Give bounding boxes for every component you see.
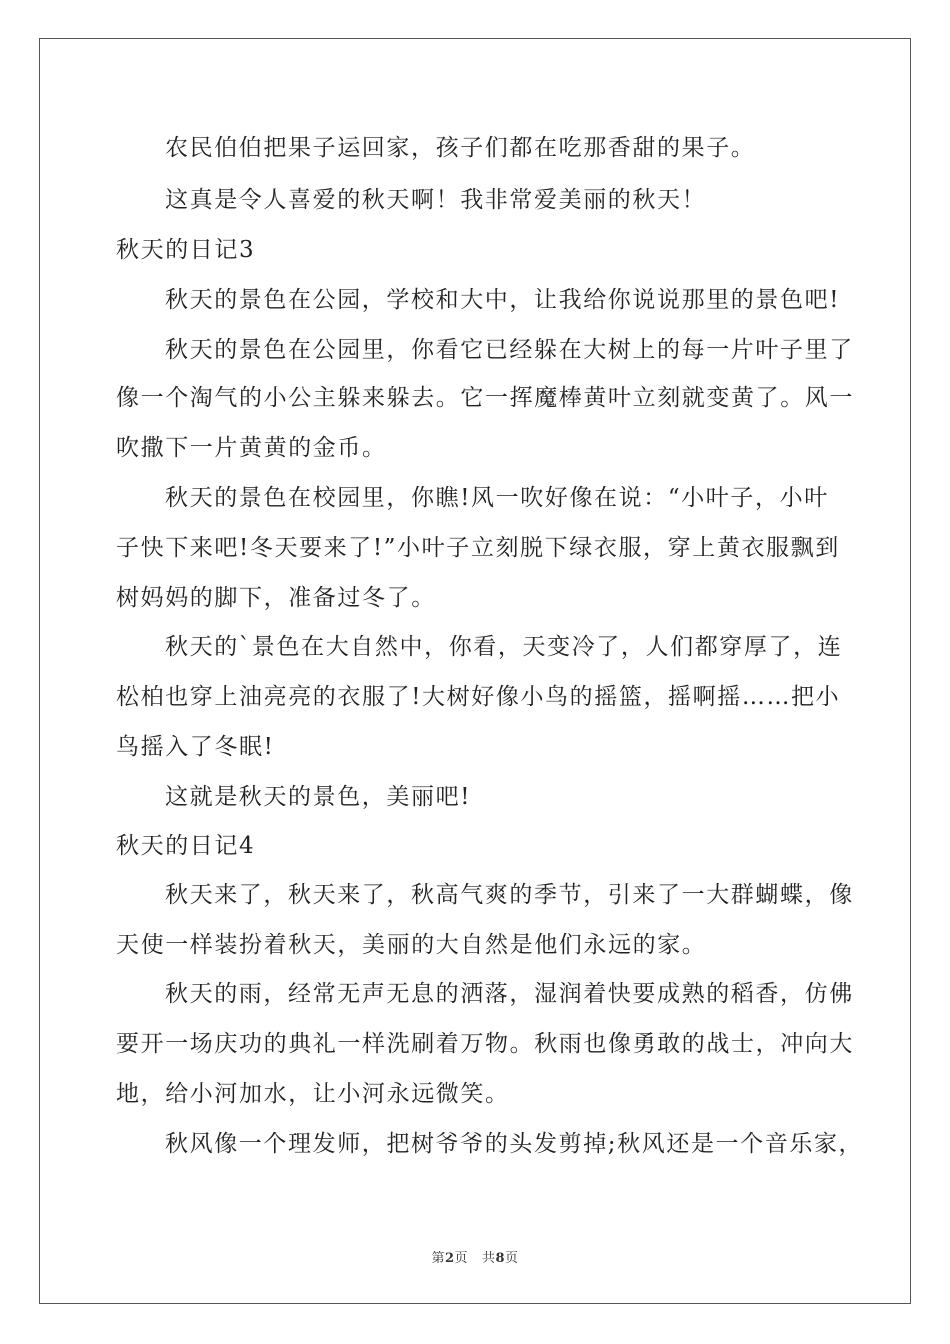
paragraph-line: 秋天的雨，经常无声无息的洒落，湿润着快要成熟的稻香，仿佛: [165, 981, 854, 1007]
paragraph-line: 树妈妈的脚下，准备过冬了。: [116, 585, 436, 611]
paragraph-line: 秋风像一个理发师，把树爷爷的头发剪掉;秋风还是一个音乐家，: [165, 1131, 864, 1157]
paragraph-line: 这就是秋天的景色，美丽吧!: [165, 784, 472, 810]
paragraph-line: 子快下来吧!冬天要来了!”小叶子立刻脱下绿衣服，穿上黄衣服飘到: [116, 535, 840, 561]
paragraph-line: 秋天的景色在校园里，你瞧!风一吹好像在说：“小叶子，小叶: [165, 485, 829, 511]
paragraph-line: 松柏也穿上油亮亮的衣服了!大树好像小鸟的摇篮，摇啊摇……把小: [116, 684, 841, 710]
paragraph-line: 秋天的景色在公园，学校和大中，让我给你说说那里的景色吧!: [165, 287, 841, 313]
paragraph-line: 像一个淘气的小公主躲来躲去。它一挥魔棒黄叶立刻就变黄了。风一: [116, 385, 854, 411]
paragraph-line: 天使一样装扮着秋天，美丽的大自然是他们永远的家。: [116, 932, 707, 958]
paragraph-line: 要开一场庆功的典礼一样洗刷着万物。秋雨也像勇敢的战士，冲向大: [116, 1031, 854, 1057]
section-heading: 秋天的日记3: [116, 237, 256, 263]
footer-total-suffix: 页: [505, 1251, 519, 1266]
section-heading: 秋天的日记4: [116, 833, 256, 859]
page-footer: [0, 1247, 950, 1266]
footer-total-prefix: 共: [481, 1251, 496, 1266]
paragraph-line: 这真是令人喜爱的秋天啊！我非常爱美丽的秋天！: [165, 187, 707, 213]
paragraph-line: 秋天来了，秋天来了，秋高气爽的季节，引来了一大群蝴蝶，像: [165, 882, 854, 908]
paragraph-line: 吹撒下一片黄黄的金币。: [116, 435, 387, 461]
footer-page-word: 页: [454, 1251, 469, 1266]
current-page-number: 2: [444, 1251, 455, 1266]
paragraph-line: 农民伯伯把果子运回家，孩子们都在吃那香甜的果子。: [165, 135, 756, 161]
paragraph-line: 秋天的`景色在大自然中，你看，天变冷了，人们都穿厚了，连: [165, 634, 843, 660]
page-frame: [39, 38, 911, 1304]
total-page-number: 8: [495, 1251, 506, 1266]
paragraph-line: 鸟摇入了冬眠!: [116, 734, 275, 760]
footer-prefix: 第: [431, 1251, 445, 1266]
paragraph-line: 秋天的景色在公园里，你看它已经躲在大树上的每一片叶子里了: [165, 337, 854, 363]
paragraph-line: 地，给小河加水，让小河永远微笑。: [116, 1081, 510, 1107]
